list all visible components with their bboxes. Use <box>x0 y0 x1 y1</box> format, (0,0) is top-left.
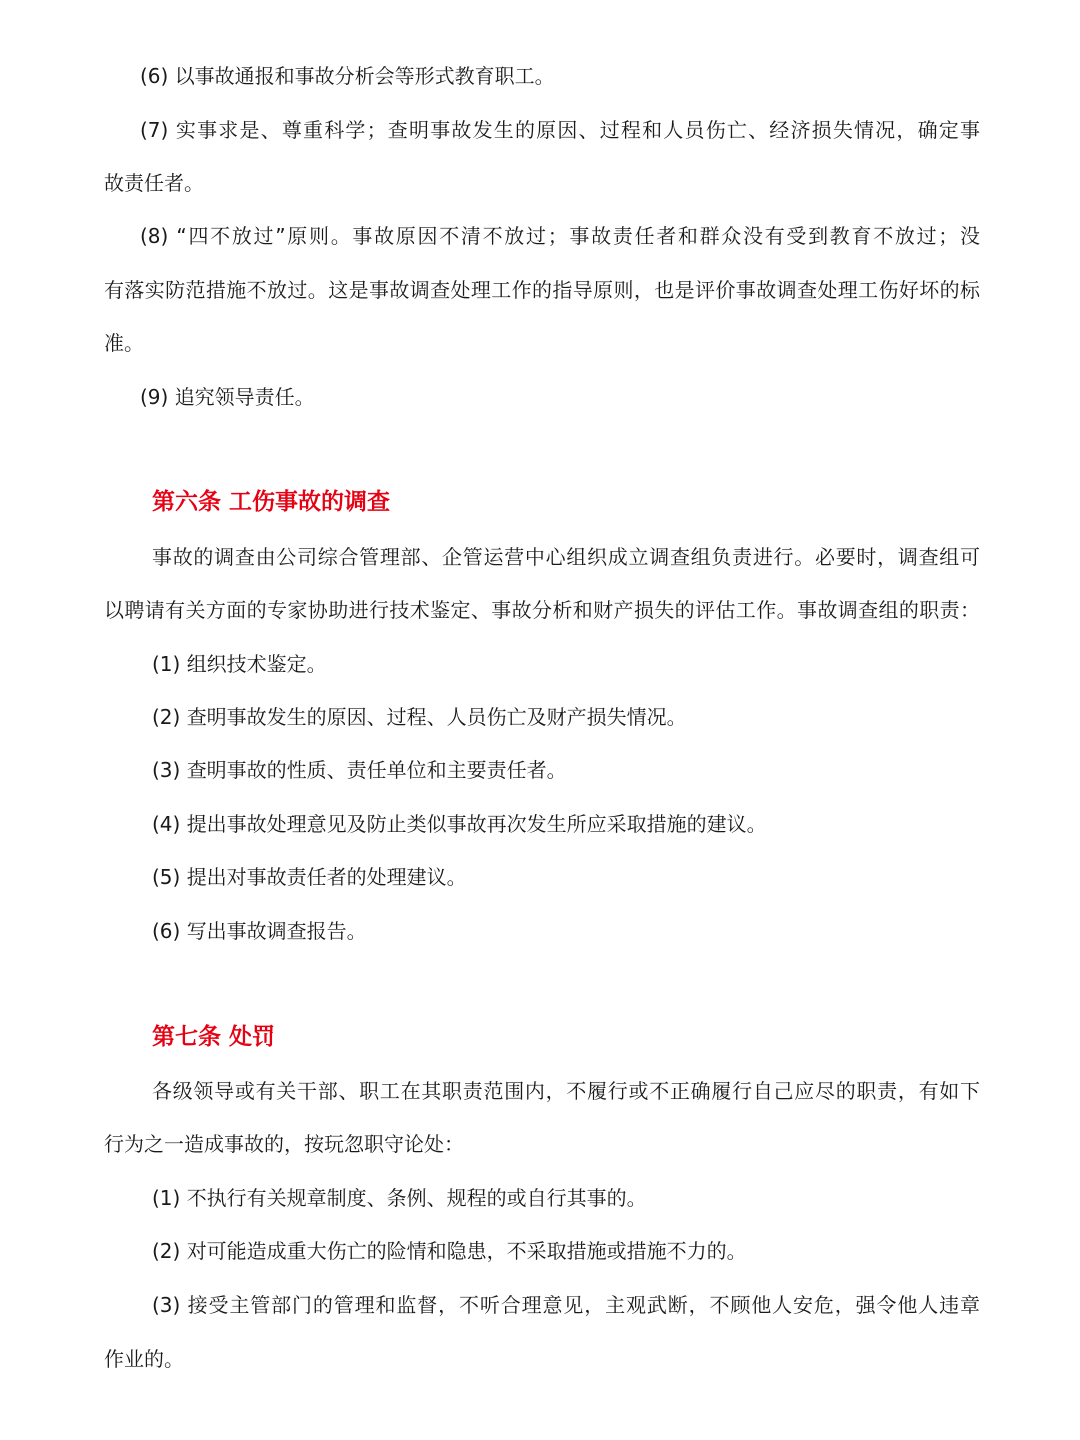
article-6-heading: 第六条 工伤事故的调查 <box>152 489 391 515</box>
article-6-intro-line-1: 事故的调查由公司综合管理部、企管运营中心组织成立调查组负责进行。必要时，调查组可 <box>152 545 980 569</box>
list-item-8-line-1: (8) “四不放过”原则。事故原因不清不放过；事故责任者和群众没有受到教育不放过；没 <box>140 224 980 248</box>
list-item-7-line-1: (7) 实事求是、尊重科学；查明事故发生的原因、过程和人员伤亡、经济损失情况，确定事 <box>140 118 980 142</box>
list-item-8-line-2: 有落实防范措施不放过。这是事故调查处理工作的指导原则，也是评价事故调查处理工伤好坏的标 <box>104 278 980 302</box>
article-6-list-item: (5) 提出对事故责任者的处理建议。 <box>152 865 467 889</box>
article-6-list-item: (6) 写出事故调查报告。 <box>152 919 367 943</box>
list-item-8-line-3: 准。 <box>104 331 144 355</box>
article-6-list-item: (2) 查明事故发生的原因、过程、人员伤亡及财产损失情况。 <box>152 705 687 729</box>
article-7-list-item: (1) 不执行有关规章制度、条例、规程的或自行其事的。 <box>152 1186 647 1210</box>
article-7-heading: 第七条 处罚 <box>152 1024 276 1050</box>
article-6-list-item: (3) 查明事故的性质、责任单位和主要责任者。 <box>152 758 567 782</box>
list-item-7-line-2: 故责任者。 <box>104 171 204 195</box>
article-7-intro-line-1: 各级领导或有关干部、职工在其职责范围内，不履行或不正确履行自己应尽的职责，有如下 <box>152 1079 980 1103</box>
article-7-list-item: (2) 对可能造成重大伤亡的险情和隐患，不采取措施或措施不力的。 <box>152 1239 747 1263</box>
article-6-list-item: (4) 提出事故处理意见及防止类似事故再次发生所应采取措施的建议。 <box>152 812 767 836</box>
article-7-intro-line-2: 行为之一造成事故的，按玩忽职守论处： <box>104 1132 464 1156</box>
article-6-intro-line-2: 以聘请有关方面的专家协助进行技术鉴定、事故分析和财产损失的评估工作。事故调查组的职责： <box>104 598 980 622</box>
article-7-list-item-3-line-2: 作业的。 <box>104 1347 184 1371</box>
article-6-list-item: (1) 组织技术鉴定。 <box>152 652 327 676</box>
article-7-list-item: (3) 接受主管部门的管理和监督，不听合理意见，主观武断，不顾他人安危，强令他人违章 <box>152 1293 980 1317</box>
list-item-6: (6) 以事故通报和事故分析会等形式教育职工。 <box>140 64 555 88</box>
list-item-9: (9) 追究领导责任。 <box>140 385 315 409</box>
